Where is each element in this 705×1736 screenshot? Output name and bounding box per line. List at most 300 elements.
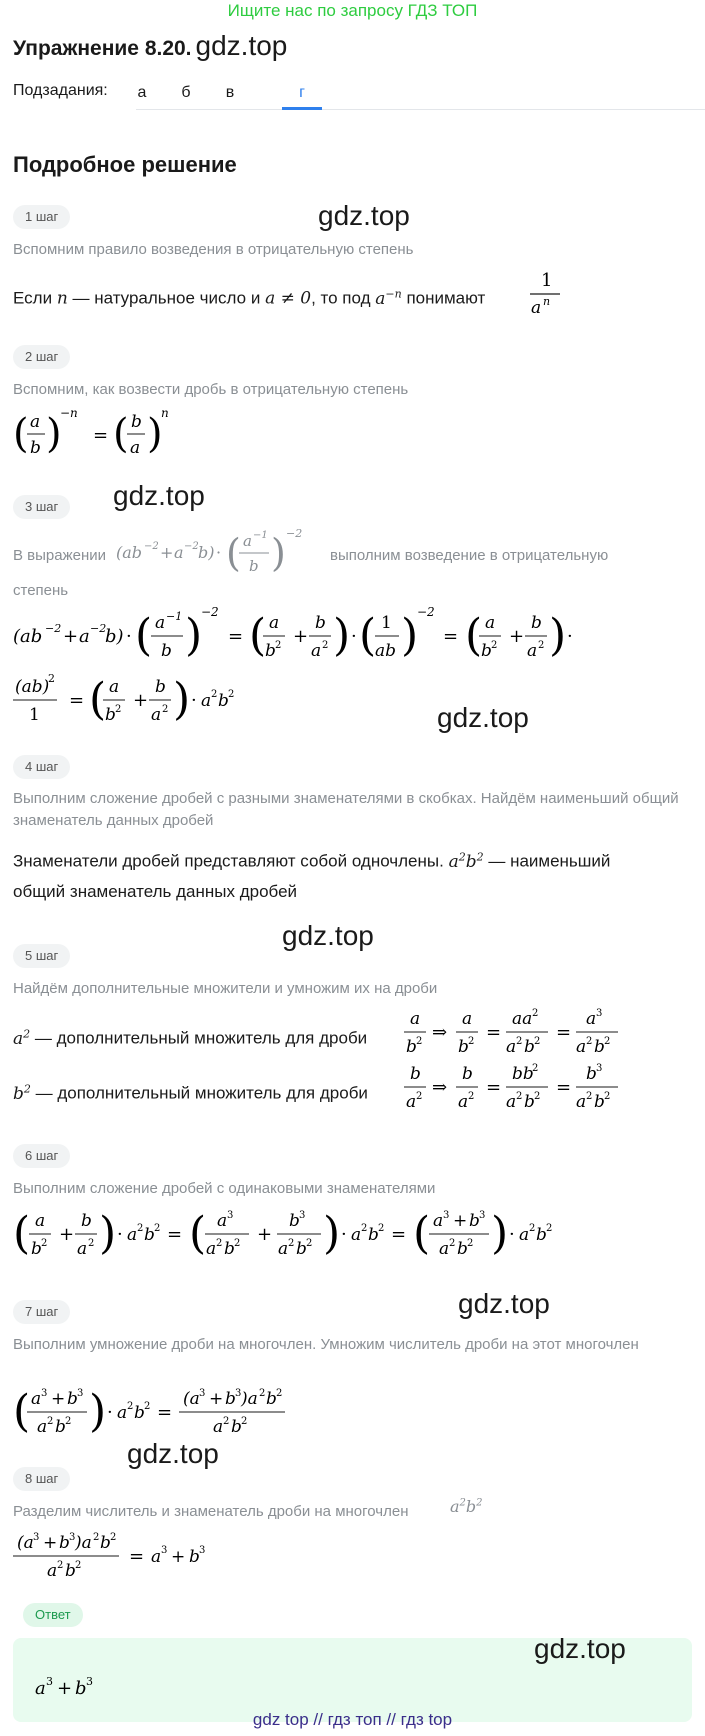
svg-text:b: b (536, 1225, 547, 1245)
svg-text:2: 2 (241, 1416, 248, 1427)
svg-text:2: 2 (546, 1223, 553, 1234)
svg-text:(a: (a (183, 1389, 200, 1409)
svg-text:): ) (185, 610, 203, 661)
svg-text:·: · (107, 1402, 113, 1423)
text-part: — дополнительный множитель для дроби (35, 1083, 368, 1103)
step-hint: Выполним сложение дробей с разными знаменателями в скобках. Найдём наименьший общий знаменатель данных дробей (13, 790, 679, 829)
step-hint: Разделим числитель и знаменатель дроби на многочлен (13, 1503, 409, 1520)
svg-text:): ) (549, 610, 567, 661)
watermark: gdz.top (534, 1633, 626, 1664)
svg-text:b: b (524, 1037, 535, 1057)
svg-text:=: = (228, 626, 244, 647)
svg-text:a: a (151, 1547, 162, 1567)
svg-text:2: 2 (516, 1036, 523, 1047)
svg-text:b: b (594, 1092, 605, 1112)
svg-text:b: b (231, 1417, 242, 1437)
page-title (13, 30, 287, 62)
subtasks-label: Подзадания: (13, 82, 108, 99)
footer-links[interactable]: gdz top // гдз топ // гдз top (252, 1710, 453, 1729)
svg-text:): ) (46, 411, 62, 457)
svg-text:+: + (160, 543, 174, 562)
watermark: gdz.top (437, 702, 529, 733)
step-badge: 7 шаг (13, 1300, 70, 1324)
svg-text:2: 2 (234, 1238, 241, 1249)
step-hint: выполним возведение в отрицательную (330, 547, 609, 564)
svg-text:−2: −2 (286, 527, 303, 540)
watermark: gdz.top (282, 920, 374, 951)
svg-text:−1: −1 (253, 530, 268, 541)
svg-text:b: b (266, 1389, 277, 1409)
svg-text:+: + (63, 626, 79, 647)
svg-text:a: a (458, 1092, 469, 1112)
svg-text:a: a (410, 1009, 421, 1029)
svg-text:=: = (69, 690, 85, 711)
svg-text:+: + (171, 1547, 186, 1567)
svg-text:b: b (224, 1239, 235, 1259)
svg-text:aa: aa (512, 1009, 533, 1029)
svg-text:b: b (249, 557, 259, 575)
active-tab-indicator (282, 107, 322, 110)
answer-badge: Ответ (23, 1603, 83, 1627)
svg-text:+: + (293, 626, 309, 647)
svg-text:=: = (391, 1224, 407, 1245)
svg-text:b: b (524, 1092, 535, 1112)
svg-text:a: a (206, 1239, 217, 1259)
svg-text:2: 2 (416, 1091, 423, 1102)
text-part: — дополнительный множитель для дроби (34, 1028, 368, 1048)
svg-text:a: a (155, 613, 166, 633)
svg-text:2: 2 (532, 1008, 539, 1019)
svg-text:−2: −2 (144, 541, 159, 552)
svg-text:2: 2 (137, 1223, 144, 1234)
svg-text:=: = (167, 1224, 183, 1245)
svg-text:b: b (67, 1389, 78, 1409)
svg-text:a: a (35, 1678, 46, 1699)
watermark: gdz.top (113, 480, 205, 511)
exercise-title: Упражнение 8.20. (13, 37, 192, 60)
svg-text:(: ( (226, 531, 241, 575)
svg-text:b: b (100, 1533, 111, 1553)
svg-text:2: 2 (288, 1238, 295, 1249)
svg-text:a: a (527, 641, 538, 661)
svg-text:2: 2 (93, 1532, 100, 1543)
svg-text:+: + (257, 1224, 273, 1245)
step-badge: 2 шаг (13, 345, 70, 369)
svg-text:·: · (351, 626, 357, 647)
svg-text:2: 2 (534, 1036, 541, 1047)
svg-text:2: 2 (48, 672, 55, 685)
svg-text:=: = (486, 1022, 502, 1043)
svg-text:b: b (457, 1239, 468, 1259)
svg-text:(: ( (89, 674, 107, 725)
svg-text:a: a (576, 1037, 587, 1057)
svg-text:a: a (351, 1225, 362, 1245)
svg-text:−2: −2 (417, 605, 435, 619)
svg-text:−2: −2 (45, 622, 62, 635)
svg-text:(ab: (ab (13, 626, 43, 647)
svg-text:b): b) (105, 626, 124, 647)
text-part: Если (13, 288, 53, 308)
svg-text:a: a (576, 1092, 587, 1112)
svg-text:b: b (594, 1037, 605, 1057)
svg-text:1: 1 (29, 705, 40, 725)
math-b2: $b^2$ (13, 1082, 31, 1104)
svg-text:+: + (209, 1389, 224, 1409)
svg-text:b: b (30, 438, 41, 458)
math-a-pow-neg-n: $a^{-n}$ (375, 287, 402, 309)
formula-step-3 (13, 602, 703, 732)
svg-text:−n: −n (60, 406, 78, 420)
svg-text:b: b (65, 1561, 76, 1581)
svg-text:b: b (315, 613, 326, 633)
svg-text:a: a (217, 1211, 228, 1231)
step-badge: 1 шаг (13, 205, 70, 229)
svg-text:a: a (117, 1403, 128, 1423)
svg-text:a: a (506, 1037, 517, 1057)
svg-text:2: 2 (468, 1036, 475, 1047)
svg-text:b: b (134, 1403, 145, 1423)
svg-text:): ) (99, 1208, 117, 1259)
step-hint: Найдём дополнительные множители и умножим их на дроби (13, 980, 438, 997)
svg-text:b: b (586, 1064, 597, 1084)
math-n: n (56, 288, 68, 309)
svg-text:b: b (296, 1239, 307, 1259)
svg-text:(: ( (465, 610, 483, 661)
svg-text:−2: −2 (90, 622, 107, 635)
svg-text:b: b (75, 1678, 87, 1699)
svg-text:2: 2 (586, 1036, 593, 1047)
svg-text:)a: )a (241, 1389, 258, 1409)
svg-text:=: = (129, 1546, 145, 1567)
svg-text:(: ( (13, 411, 29, 457)
svg-text:2: 2 (532, 1063, 539, 1074)
tab-b[interactable]: б (181, 84, 191, 101)
svg-text:1: 1 (541, 270, 553, 291)
svg-text:b: b (81, 1211, 92, 1231)
svg-text:(: ( (249, 610, 267, 661)
formula-step-6 (13, 1198, 623, 1268)
svg-text:): ) (491, 1208, 509, 1259)
svg-text:2: 2 (276, 1388, 283, 1399)
svg-text:2: 2 (529, 1223, 536, 1234)
svg-text:a: a (47, 1561, 58, 1581)
svg-text:n: n (543, 295, 551, 308)
svg-text:b: b (218, 691, 229, 711)
svg-text:b: b (144, 1225, 155, 1245)
svg-text:·: · (216, 543, 222, 562)
svg-text:·: · (126, 626, 132, 647)
svg-text:): ) (333, 610, 351, 661)
svg-text:3: 3 (199, 1388, 206, 1399)
svg-text:a: a (35, 1211, 46, 1231)
svg-text:(: ( (13, 1386, 31, 1437)
tab-v[interactable]: в (225, 84, 235, 101)
svg-text:+: + (57, 1678, 73, 1699)
step-hint: степень (13, 582, 69, 599)
svg-text:b: b (161, 641, 172, 661)
svg-text:(: ( (113, 411, 129, 457)
svg-text:2: 2 (47, 1416, 54, 1427)
formula-inline-expression (116, 524, 331, 584)
step-text (13, 1022, 367, 1051)
svg-text:(ab): (ab) (15, 677, 50, 697)
text-part: , то под (311, 288, 371, 308)
svg-text:a: a (519, 1225, 530, 1245)
svg-text:2: 2 (275, 640, 282, 651)
svg-text:)a: )a (75, 1533, 92, 1553)
math-a2b2: $a^2b^2$ (448, 850, 484, 872)
svg-text:3: 3 (33, 1532, 40, 1543)
formula-step-8 (13, 1522, 253, 1588)
svg-text:2: 2 (604, 1036, 611, 1047)
svg-text:2: 2 (604, 1091, 611, 1102)
svg-text:2: 2 (491, 640, 498, 651)
svg-text:b: b (406, 1037, 417, 1057)
svg-text:a: a (130, 438, 141, 458)
svg-text:⇒: ⇒ (432, 1022, 448, 1043)
svg-text:a: a (30, 412, 41, 432)
svg-text:a: a (406, 1092, 417, 1112)
svg-text:2: 2 (306, 1238, 313, 1249)
step-badge: 4 шаг (13, 755, 70, 779)
svg-text:a: a (127, 1225, 138, 1245)
svg-text:a: a (311, 641, 322, 661)
svg-text:b: b (55, 1417, 66, 1437)
svg-text:a: a (151, 705, 162, 725)
svg-text:3: 3 (199, 1545, 206, 1556)
formula-step-7 (13, 1378, 333, 1444)
watermark: gdz.top (195, 30, 288, 61)
svg-text:(: ( (413, 1208, 431, 1259)
svg-text:b: b (265, 641, 276, 661)
svg-text:2: 2 (586, 1091, 593, 1102)
svg-text:a: a (79, 626, 90, 647)
text-part: понимают (406, 288, 486, 308)
svg-text:a: a (77, 1239, 88, 1259)
svg-text:b: b (531, 613, 542, 633)
svg-text:b: b (462, 1064, 473, 1084)
svg-text:a: a (586, 1009, 597, 1029)
tab-a[interactable]: а (137, 84, 147, 101)
svg-text:3: 3 (69, 1532, 76, 1543)
step-hint (13, 545, 106, 567)
svg-text:ab: ab (375, 641, 397, 661)
svg-text:⇒: ⇒ (432, 1077, 448, 1098)
svg-text:2: 2 (361, 1223, 368, 1234)
svg-text:=: = (157, 1402, 173, 1423)
svg-text:(: ( (13, 1208, 31, 1259)
svg-text:(: ( (135, 610, 153, 661)
svg-text:=: = (556, 1077, 572, 1098)
svg-text:=: = (93, 425, 109, 446)
svg-text:+: + (453, 1211, 468, 1231)
step-text (13, 282, 485, 311)
svg-text:3: 3 (235, 1388, 242, 1399)
solution-title: Подробное решение (13, 152, 237, 177)
svg-text:−1: −1 (166, 610, 183, 623)
tab-g[interactable]: г (299, 84, 305, 101)
svg-text:2: 2 (115, 704, 122, 715)
svg-text:2: 2 (538, 640, 545, 651)
math-a2: $a^2$ (13, 1027, 31, 1049)
svg-text:n: n (161, 406, 169, 420)
svg-text:b: b (368, 1225, 379, 1245)
svg-text:2: 2 (216, 1238, 223, 1249)
svg-text:): ) (323, 1208, 341, 1259)
text-part: — наименьший (488, 851, 611, 871)
svg-text:2: 2 (127, 1401, 134, 1412)
svg-text:1: 1 (381, 613, 392, 633)
text-part: — натуральное число и (72, 288, 261, 308)
svg-text:b: b (31, 1239, 42, 1259)
formula-negative-power (13, 403, 173, 465)
svg-text:b): b) (198, 543, 215, 562)
svg-text:3: 3 (46, 1675, 53, 1688)
watermark: gdz.top (458, 1288, 550, 1319)
svg-text:+: + (509, 626, 525, 647)
svg-text:2: 2 (144, 1401, 151, 1412)
svg-text:(a: (a (17, 1533, 34, 1553)
svg-text:3: 3 (227, 1210, 234, 1221)
svg-text:2: 2 (322, 640, 329, 651)
svg-text:−2: −2 (201, 605, 219, 619)
svg-text:3: 3 (86, 1675, 93, 1688)
svg-text:3: 3 (443, 1210, 450, 1221)
svg-text:3: 3 (596, 1063, 603, 1074)
svg-text:b: b (155, 677, 166, 697)
step-badge: 5 шаг (13, 944, 70, 968)
svg-text:(: ( (189, 1208, 207, 1259)
hint-part: В выражении (13, 547, 107, 564)
step-hint: Вспомним правило возведения в отрицательную степень (13, 241, 414, 258)
svg-text:2: 2 (162, 704, 169, 715)
tabs-divider (136, 109, 705, 110)
svg-text:3: 3 (41, 1388, 48, 1399)
svg-text:=: = (556, 1022, 572, 1043)
watermark: gdz.top (318, 200, 410, 231)
math-a-neq-0: a ≠ 0 (265, 288, 312, 309)
svg-text:): ) (271, 531, 286, 575)
svg-text:2: 2 (88, 1238, 95, 1249)
svg-text:b: b (458, 1037, 469, 1057)
svg-text:b: b (131, 412, 142, 432)
svg-text:·: · (509, 1224, 515, 1245)
step-text (13, 1077, 368, 1106)
answer-formula (35, 1668, 155, 1708)
svg-text:=: = (443, 626, 459, 647)
step-hint: Выполним сложение дробей с одинаковыми знаменателями (13, 1180, 436, 1197)
step-hint: Вспомним, как возвести дробь в отрицательную степень (13, 381, 409, 398)
svg-text:·: · (117, 1224, 123, 1245)
svg-text:a: a (269, 613, 280, 633)
formula-one-over-a-n (525, 268, 565, 320)
svg-text:2: 2 (467, 1238, 474, 1249)
svg-text:2: 2 (211, 689, 218, 700)
math-inline-a2b2: $a^2b^2$ (450, 1497, 483, 1516)
svg-text:·: · (567, 626, 573, 647)
svg-text:3: 3 (479, 1210, 486, 1221)
svg-text:a: a (433, 1211, 444, 1231)
watermark: gdz.top (127, 1438, 219, 1469)
step-text: общий знаменатель данных дробей (13, 882, 298, 901)
step-badge: 8 шаг (13, 1467, 70, 1491)
svg-text:2: 2 (110, 1532, 117, 1543)
formula-step-5-line-2 (400, 1055, 640, 1119)
svg-text:2: 2 (416, 1036, 423, 1047)
svg-text:bb: bb (512, 1064, 534, 1084)
svg-text:·: · (341, 1224, 347, 1245)
svg-text:2: 2 (516, 1091, 523, 1102)
svg-text:b: b (189, 1547, 200, 1567)
svg-text:+: + (43, 1533, 58, 1553)
svg-text:a: a (243, 532, 252, 550)
text-part: Знаменатели дробей представляют собой одночлены. (13, 851, 444, 871)
svg-text:a: a (31, 1389, 42, 1409)
svg-text:(ab: (ab (116, 543, 143, 562)
svg-text:a: a (109, 677, 120, 697)
svg-text:): ) (89, 1386, 107, 1437)
svg-text:3: 3 (299, 1210, 306, 1221)
svg-text:+: + (133, 690, 149, 711)
svg-text:+: + (51, 1389, 66, 1409)
svg-text:a: a (506, 1092, 517, 1112)
svg-text:2: 2 (223, 1416, 230, 1427)
svg-text:2: 2 (378, 1223, 385, 1234)
svg-text:a: a (485, 613, 496, 633)
svg-text:a: a (462, 1009, 473, 1029)
step-badge: 3 шаг (13, 495, 70, 519)
svg-text:2: 2 (228, 689, 235, 700)
svg-text:b: b (410, 1064, 421, 1084)
svg-text:=: = (486, 1077, 502, 1098)
svg-text:3: 3 (161, 1545, 168, 1556)
svg-text:(: ( (359, 610, 377, 661)
svg-text:2: 2 (154, 1223, 161, 1234)
svg-text:3: 3 (596, 1008, 603, 1019)
svg-text:2: 2 (449, 1238, 456, 1249)
svg-text:+: + (59, 1224, 75, 1245)
svg-text:2: 2 (65, 1416, 72, 1427)
svg-text:b: b (481, 641, 492, 661)
svg-text:a: a (439, 1239, 450, 1259)
svg-text:a: a (201, 691, 212, 711)
svg-text:): ) (147, 411, 163, 457)
svg-text:−2: −2 (184, 541, 199, 552)
svg-text:a: a (174, 543, 184, 562)
svg-text:b: b (469, 1211, 480, 1231)
svg-text:·: · (191, 690, 197, 711)
svg-text:3: 3 (77, 1388, 84, 1399)
svg-text:): ) (401, 610, 419, 661)
svg-text:2: 2 (75, 1560, 82, 1571)
svg-text:a: a (278, 1239, 289, 1259)
svg-text:b: b (59, 1533, 70, 1553)
step-hint: Выполним умножение дроби на многочлен. Умножим числитель дроби на этот многочлен (13, 1336, 639, 1353)
svg-text:2: 2 (259, 1388, 266, 1399)
svg-text:2: 2 (468, 1091, 475, 1102)
svg-text:a: a (37, 1417, 48, 1437)
step-badge: 6 шаг (13, 1144, 70, 1168)
svg-text:b: b (225, 1389, 236, 1409)
svg-text:a: a (213, 1417, 224, 1437)
svg-text:a: a (531, 298, 542, 318)
svg-text:b: b (105, 705, 116, 725)
svg-text:): ) (173, 674, 191, 725)
step-text (13, 845, 693, 874)
svg-text:2: 2 (534, 1091, 541, 1102)
svg-text:2: 2 (41, 1238, 48, 1249)
svg-text:2: 2 (57, 1560, 64, 1571)
